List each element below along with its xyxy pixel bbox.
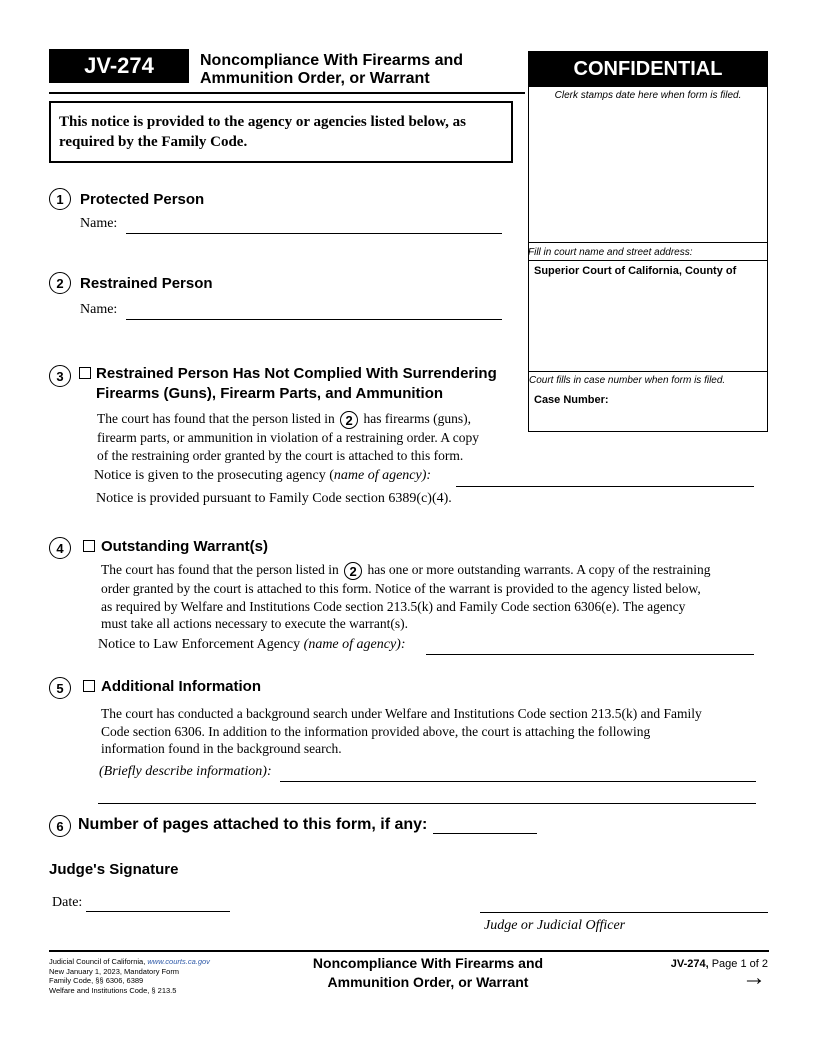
case-divider — [528, 371, 768, 372]
date-field[interactable] — [86, 911, 230, 912]
case-number-label: Case Number: — [534, 394, 609, 406]
court-name-label: Fill in court name and street address: — [528, 247, 693, 258]
section-4-body-line4: must take all actions necessary to execute the warrant(s). — [101, 616, 408, 631]
prosecuting-agency-label-text: Notice is given to the prosecuting agency ( — [94, 468, 334, 483]
section-4-body-line2: order granted by the court is attached to this form. Notice of the warrant is provided to the agency listed below, — [101, 581, 701, 596]
court-divider — [528, 242, 768, 243]
footer-council: Judicial Council of California, — [49, 957, 146, 966]
court-name-value: Superior Court of California, County of — [534, 265, 737, 277]
describe-info-label: (Briefly describe information): — [99, 764, 272, 779]
footer-line3: Family Code, §§ 6306, 6389 — [49, 976, 144, 985]
section-3-title-line1: Restrained Person Has Not Complied With Surrendering — [96, 365, 497, 382]
section-5-body — [101, 705, 781, 758]
date-label: Date: — [52, 895, 83, 910]
protected-name-label: Name: — [80, 216, 118, 231]
footer-form-id: JV-274, — [670, 958, 709, 970]
restrained-name-field[interactable] — [126, 319, 502, 320]
courts-link[interactable]: www.courts.ca.gov — [147, 957, 210, 966]
restrained-name-label: Name: — [80, 302, 118, 317]
law-enforcement-label-text: Notice to Law Enforcement Agency — [98, 637, 301, 652]
section-3-pursuant: Notice is provided pursuant to Family Code section 6389(c)(4). — [96, 491, 452, 506]
section-3-body-pre: The court has found that the person listed in — [97, 411, 335, 426]
prosecuting-agency-label-italic: name of agency): — [333, 468, 432, 483]
form-title-line1: Noncompliance With Firearms and — [200, 52, 464, 69]
next-page-arrow-icon[interactable]: → — [742, 964, 766, 991]
footer-rule — [49, 950, 769, 952]
prosecuting-agency-label — [94, 468, 431, 484]
describe-info-field-2[interactable] — [98, 803, 756, 804]
section-5-number: 5 — [49, 677, 71, 699]
confidential-banner: CONFIDENTIAL — [529, 52, 767, 87]
law-enforcement-field[interactable] — [426, 654, 754, 655]
describe-info-field-1[interactable] — [280, 781, 756, 782]
section-4-checkbox[interactable] — [83, 540, 95, 552]
restrained-person-title: Restrained Person — [80, 275, 213, 292]
section-5-checkbox[interactable] — [83, 680, 95, 692]
section-1-number: 1 — [49, 188, 71, 210]
section-4-number: 4 — [49, 537, 71, 559]
court-label-divider — [528, 260, 768, 261]
clerk-stamp-label: Clerk stamps date here when form is filed. — [554, 90, 742, 101]
section-5-title: Additional Information — [101, 678, 261, 695]
judge-officer-label: Judge or Judicial Officer — [484, 918, 626, 933]
section-4-body-line3: as required by Welfare and Institutions Code section 213.5(k) and Family Code section 6306(e). The agency — [101, 598, 686, 614]
section-3-body-line3: of the restraining order granted by the court is attached to this form. — [97, 447, 464, 463]
footer-left — [49, 957, 210, 995]
footer-title-line2: Ammunition Order, or Warrant — [327, 974, 529, 990]
footer-line2: New January 1, 2023, Mandatory Form — [49, 966, 180, 976]
prosecuting-agency-field[interactable] — [456, 486, 754, 487]
section-5-body-line2: Code section 6306. In addition to the information provided above, the court is attaching the following — [101, 723, 651, 739]
header-rule — [49, 92, 525, 94]
judge-signature-field[interactable] — [480, 912, 768, 913]
notice-box: This notice is provided to the agency or agencies listed below, as required by the Family Code. — [49, 101, 513, 163]
footer-title-line1: Noncompliance With Firearms and — [312, 955, 544, 971]
case-number-hint: Court fills in case number when form is filed. — [529, 375, 726, 386]
section-3-body-post: has firearms (guns), — [363, 411, 472, 426]
section-6-title: Number of pages attached to this form, if any: — [78, 816, 428, 833]
law-enforcement-label-italic: (name of agency): — [303, 637, 406, 652]
form-title-line2: Ammunition Order, or Warrant — [200, 70, 430, 87]
section-4-body-pre: The court has found that the person listed in — [101, 562, 339, 577]
restrained-person-ref: 2 — [340, 411, 358, 429]
footer-page-number: Page 1 of 2 — [711, 958, 768, 970]
pages-attached-field[interactable] — [433, 833, 537, 834]
footer-title — [260, 954, 596, 992]
protected-person-title: Protected Person — [80, 191, 205, 208]
section-3-title-line2: Firearms (Guns), Firearm Parts, and Ammunition — [96, 385, 444, 402]
section-4-body-post: has one or more outstanding warrants. A copy of the restraining — [367, 562, 711, 577]
section-3-number: 3 — [49, 365, 71, 387]
section-4-title: Outstanding Warrant(s) — [101, 538, 268, 555]
section-5-body-line1: The court has conducted a background search under Welfare and Institutions Code section 213.5(k) and Family — [101, 706, 702, 721]
section-3-checkbox[interactable] — [79, 367, 91, 379]
section-6-number: 6 — [49, 815, 71, 837]
restrained-person-ref-4: 2 — [344, 562, 362, 580]
footer-line4: Welfare and Institutions Code, § 213.5 — [49, 985, 177, 995]
section-3-body-line2: firearm parts, or ammunition in violation of a restraining order. A copy — [97, 430, 480, 445]
section-2-number: 2 — [49, 272, 71, 294]
section-3-body — [97, 410, 517, 464]
protected-name-field[interactable] — [126, 233, 502, 234]
law-enforcement-label — [98, 637, 406, 653]
judge-signature-title: Judge's Signature — [49, 861, 179, 878]
section-4-body — [101, 561, 781, 633]
form-id-badge: JV-274 — [49, 49, 189, 83]
section-5-body-line3: information found in the background search. — [101, 741, 342, 756]
